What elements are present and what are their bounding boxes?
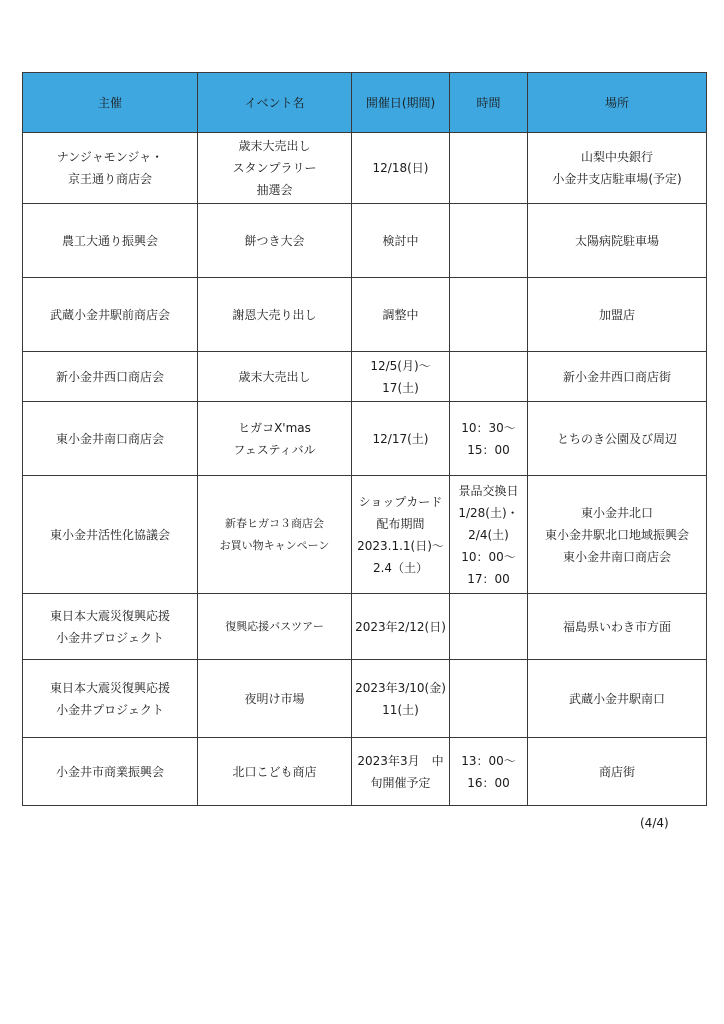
cell-organizer — [23, 402, 198, 476]
cell-event — [198, 660, 352, 738]
cell-date — [352, 278, 450, 352]
cell-line: 商店街 — [598, 764, 635, 779]
cell-line: とちのき公園及び周辺 — [556, 431, 677, 446]
cell-line: 17(土) — [382, 380, 419, 395]
cell-line: 11(土) — [382, 702, 419, 717]
cell-time — [450, 476, 528, 594]
cell-line: 武蔵小金井駅南口 — [568, 691, 665, 706]
cell-line: 新小金井西口商店街 — [562, 369, 671, 384]
cell-line: 太陽病院駐車場 — [574, 233, 659, 248]
cell-time — [450, 278, 528, 352]
cell-place — [528, 594, 707, 660]
table-row — [23, 476, 707, 594]
cell-line: 10：00～ — [461, 549, 516, 564]
cell-place — [528, 204, 707, 278]
cell-line: 小金井支店駐車場(予定) — [552, 172, 682, 186]
cell-line: 旬開催予定 — [370, 775, 431, 790]
cell-line: 農工大通り振興会 — [61, 233, 158, 248]
cell-organizer — [23, 594, 198, 660]
cell-line: 東小金井活性化協議会 — [49, 527, 170, 542]
cell-place — [528, 278, 707, 352]
cell-date — [352, 476, 450, 594]
cell-line: 小金井プロジェクト — [56, 630, 164, 645]
cell-line: 景品交換日 — [458, 483, 519, 498]
cell-line: ナンジャモンジャ・ — [56, 150, 164, 164]
cell-line: 餅つき大会 — [244, 233, 305, 248]
cell-line: 17：00 — [467, 571, 510, 586]
header-date: 開催日(期間) — [352, 73, 450, 133]
page-number: (4/4) — [640, 816, 669, 830]
cell-line: 福島県いわき市方面 — [562, 619, 671, 634]
cell-line: 10：30～ — [461, 420, 516, 435]
cell-date — [352, 594, 450, 660]
cell-event — [198, 476, 352, 594]
cell-time — [450, 352, 528, 402]
cell-line: 検討中 — [382, 233, 419, 248]
cell-place — [528, 352, 707, 402]
cell-line: 東日本大震災復興応援 — [49, 680, 170, 695]
cell-date — [352, 204, 450, 278]
header-row — [23, 73, 707, 133]
cell-line: 夜明け市場 — [244, 691, 305, 706]
table-row — [23, 352, 707, 402]
cell-place — [528, 660, 707, 738]
cell-line: 2/4(土) — [468, 527, 509, 542]
cell-line: 2023年3月 中 — [357, 753, 444, 768]
cell-event — [198, 278, 352, 352]
cell-organizer — [23, 352, 198, 402]
cell-time — [450, 204, 528, 278]
cell-date — [352, 738, 450, 806]
header-time: 時間 — [450, 73, 528, 133]
cell-line: 13：00～ — [461, 753, 516, 768]
cell-line: 調整中 — [382, 307, 419, 322]
cell-time — [450, 133, 528, 204]
cell-event — [198, 133, 352, 204]
cell-date — [352, 402, 450, 476]
cell-place — [528, 402, 707, 476]
table-body — [23, 133, 707, 806]
cell-line: 抽選会 — [256, 183, 293, 197]
cell-organizer — [23, 660, 198, 738]
cell-line: ヒガコX'mas — [238, 420, 311, 435]
cell-place — [528, 476, 707, 594]
header-organizer: 主催 — [23, 73, 198, 133]
cell-place — [528, 738, 707, 806]
events-table — [22, 72, 707, 806]
cell-line: 2023年2/12(日) — [355, 619, 446, 634]
cell-line: ショップカード — [358, 494, 443, 509]
cell-organizer — [23, 278, 198, 352]
cell-event — [198, 352, 352, 402]
cell-line: 配布期間 — [376, 516, 425, 531]
cell-line: 2.4（土） — [372, 560, 429, 575]
table-row — [23, 594, 707, 660]
cell-line: 東小金井駅北口地域振興会 — [544, 527, 689, 542]
cell-line: 2023年3/10(金) — [355, 680, 446, 695]
cell-line: 新小金井西口商店会 — [55, 369, 164, 384]
cell-line: フェスティバル — [233, 442, 316, 457]
cell-line: 16：00 — [467, 775, 510, 790]
cell-event — [198, 594, 352, 660]
cell-line: 復興応援バスツアー — [225, 619, 324, 633]
cell-event — [198, 402, 352, 476]
cell-line: 東小金井南口商店会 — [55, 431, 164, 446]
cell-line: 小金井プロジェクト — [56, 702, 164, 717]
cell-line: 京王通り商店会 — [67, 172, 152, 186]
cell-line: 2023.1.1(日)～ — [357, 538, 444, 553]
cell-event — [198, 204, 352, 278]
table-row — [23, 204, 707, 278]
cell-line: 北口こども商店 — [232, 764, 317, 779]
table-row — [23, 133, 707, 204]
cell-date — [352, 133, 450, 204]
cell-line: 新春ヒガコ３商店会 — [225, 516, 324, 530]
cell-line: 1/28(土)・ — [458, 505, 519, 520]
cell-line: 山梨中央銀行 — [580, 150, 653, 164]
cell-line: 東日本大震災復興応援 — [49, 608, 170, 623]
cell-line: スタンプラリー — [232, 161, 317, 175]
cell-organizer — [23, 476, 198, 594]
cell-line: 小金井市商業振興会 — [55, 764, 164, 779]
cell-line: お買い物キャンペーン — [219, 538, 330, 552]
cell-place — [528, 133, 707, 204]
cell-time — [450, 738, 528, 806]
cell-line: 謝恩大売り出し — [232, 307, 317, 322]
cell-line: 12/17(土) — [372, 431, 429, 446]
cell-date — [352, 660, 450, 738]
cell-date — [352, 352, 450, 402]
table-row — [23, 738, 707, 806]
header-event-name: イベント名 — [198, 73, 352, 133]
cell-line: 12/5(月)～ — [370, 358, 431, 373]
cell-line: 東小金井南口商店会 — [562, 549, 671, 564]
table-row — [23, 660, 707, 738]
cell-line: 東小金井北口 — [580, 505, 653, 520]
cell-line: 歳末大売出し — [238, 369, 311, 384]
cell-time — [450, 594, 528, 660]
table-row — [23, 278, 707, 352]
cell-time — [450, 660, 528, 738]
cell-time — [450, 402, 528, 476]
cell-organizer — [23, 133, 198, 204]
cell-event — [198, 738, 352, 806]
header-place: 場所 — [528, 73, 707, 133]
cell-line: 歳末大売出し — [238, 139, 311, 153]
cell-line: 15：00 — [467, 442, 510, 457]
cell-line: 12/18(日) — [372, 161, 429, 175]
cell-organizer — [23, 738, 198, 806]
cell-line: 加盟店 — [598, 307, 635, 322]
cell-organizer — [23, 204, 198, 278]
table-row — [23, 402, 707, 476]
cell-line: 武蔵小金井駅前商店会 — [49, 307, 170, 322]
